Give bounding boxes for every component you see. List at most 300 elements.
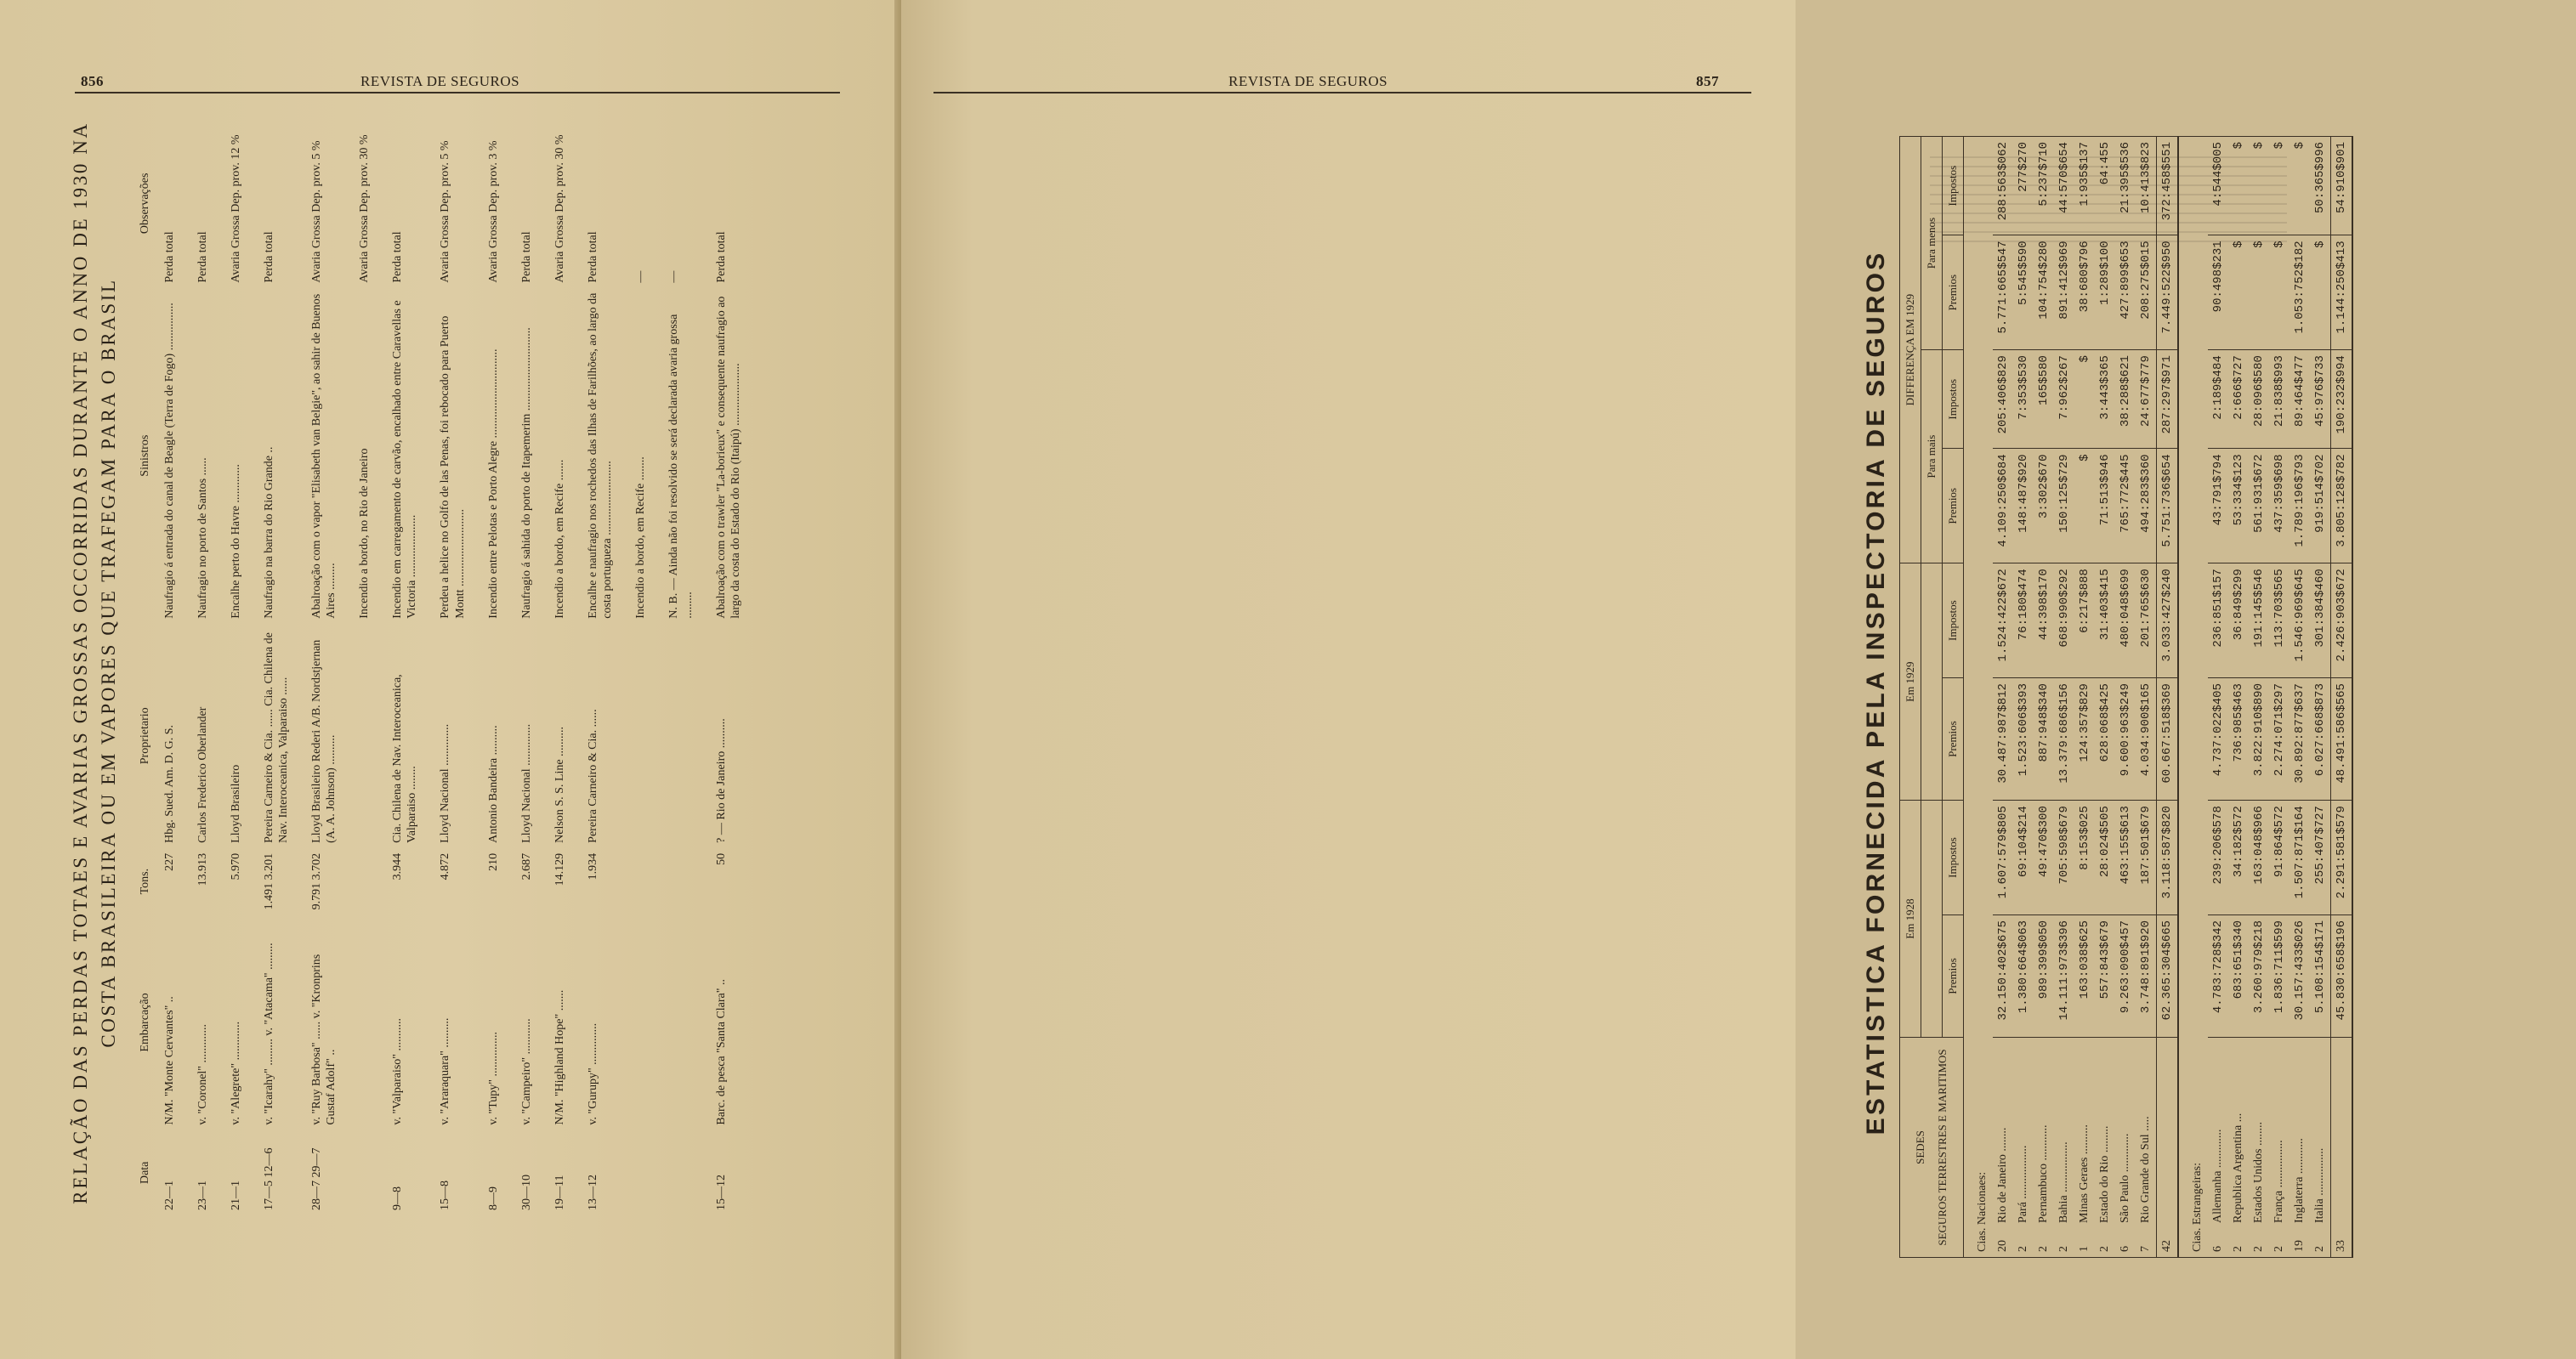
value-cell: 494:283$360: [2136, 449, 2157, 563]
value-cell: 463:155$613: [2115, 801, 2136, 915]
sede-cell: [2034, 1038, 2054, 1258]
col-header: Data: [138, 1161, 151, 1185]
total-cell: 2.426:903$672: [2331, 563, 2353, 678]
sede-cell: [2013, 1038, 2034, 1258]
losses-title: [66, 110, 123, 1215]
cell-sinistro: Incendio entre Pelotas e Porto Alegre ..............................: [486, 348, 500, 619]
value-cell: $: [2228, 137, 2249, 235]
sede-cell: [2289, 1038, 2310, 1258]
total-cell: 5.751:736$654: [2157, 449, 2179, 563]
value-cell: 30.487:987$812: [1993, 678, 2013, 801]
cell-obs: Perda total: [586, 231, 599, 283]
cell-sinistro: Incendio a bordo, no Rio de Janeiro: [358, 448, 372, 619]
cell-ship: v. "Ruy Barbosa" ...... v. "Kronprins Gustaf Adolf" ..: [310, 954, 338, 1125]
value-cell: 301:384$460: [2310, 563, 2331, 678]
table-row: [2136, 137, 2157, 1258]
total-row: [2331, 137, 2353, 1258]
value-cell: 44:398$170: [2034, 563, 2054, 678]
cell-date: [342, 1130, 375, 1215]
cell-ship: [618, 914, 651, 1130]
cell-owner: Carlos Frederico Oberlander: [196, 706, 209, 843]
cell-tons: 14.129: [553, 852, 566, 886]
cell-ship: v. "Valparaiso" ...........: [391, 1017, 405, 1125]
total-cell: 287:297$971: [2157, 350, 2179, 449]
total-cell: 1.144:250$413: [2331, 235, 2353, 350]
sede-name: Rio Grande do Sul .....: [2139, 1116, 2152, 1223]
cell-obs: Perda total: [715, 231, 729, 283]
running-head: REVISTA DE SEGUROS: [1228, 73, 1388, 89]
value-cell: 236:851$157: [2208, 563, 2228, 678]
cell-ship: v. "Coronel" .............: [196, 1023, 209, 1125]
total-cell: 3.118:587$820: [2157, 801, 2179, 915]
value-cell: 191:145$546: [2249, 563, 2269, 678]
table-row: [342, 119, 375, 1215]
company-count: 2: [2037, 1246, 2050, 1252]
diferenca-header: DIFFERENÇA EM 1929: [1900, 137, 1921, 563]
cell-date: 23—1: [196, 1181, 209, 1210]
company-count: 7: [2139, 1246, 2152, 1252]
value-cell: 30.157:433$026: [2289, 914, 2310, 1037]
value-cell: 124:357$829: [2074, 678, 2095, 801]
value-cell: 9.600:963$249: [2115, 678, 2136, 801]
value-cell: 38:288$621: [2115, 350, 2136, 449]
table-row: [213, 119, 247, 1215]
value-cell: 480:048$699: [2115, 563, 2136, 678]
value-cell: 1:935$137: [2074, 137, 2095, 235]
total-cell: 45.830:658$196: [2331, 914, 2353, 1037]
table-row: [294, 119, 342, 1215]
cell-ship: Barc. de pesca "Santa Clara" ..: [715, 979, 729, 1125]
premios-header: Premios: [1943, 449, 1964, 563]
company-count: 2: [2252, 1246, 2265, 1252]
value-cell: 668:990$292: [2054, 563, 2074, 678]
cell-ship: [651, 914, 699, 1130]
cell-owner: [651, 624, 699, 848]
cell-tons: 9.791 3.702: [310, 852, 324, 910]
value-cell: 201:765$630: [2136, 563, 2157, 678]
right-page: [901, 0, 2348, 1359]
table-row: [651, 119, 699, 1215]
cell-tons: 1.491 3.201: [262, 852, 275, 910]
cell-ship: N/M. "Monte Cervantes" ..: [162, 996, 176, 1125]
value-cell: 7:962$267: [2054, 350, 2074, 449]
impostos-header: Impostos: [1943, 350, 1964, 449]
company-count: 2: [2098, 1246, 2111, 1252]
statistics-panel: [1862, 127, 2576, 1258]
cell-ship: v. "Tupy" ...............: [486, 1032, 500, 1125]
value-cell: 557:843$679: [2095, 914, 2115, 1037]
value-cell: $: [2289, 137, 2310, 235]
premios-header: Premios: [1943, 678, 1964, 801]
para-mais-header: Para mais: [1921, 350, 1943, 563]
total-cell: 190:232$994: [2331, 350, 2353, 449]
value-cell: 765:772$445: [2115, 449, 2136, 563]
table-row: [2249, 137, 2269, 1258]
cell-tons: 1.934: [586, 852, 599, 881]
value-cell: 8:153$025: [2074, 801, 2095, 915]
value-cell: 705:598$679: [2054, 801, 2074, 915]
value-cell: 14.111:973$396: [2054, 914, 2074, 1037]
value-cell: 891:412$969: [2054, 235, 2074, 350]
sedes-header: SEDES SEGUROS TERRESTRES E MARITIMOS: [1900, 1038, 1964, 1258]
cell-ship: [342, 914, 375, 1130]
company-count: 2: [2313, 1246, 2326, 1252]
cell-sinistro: Naufragio no porto de Santos ......: [196, 457, 209, 619]
value-cell: 628:068$425: [2095, 678, 2115, 801]
value-cell: $: [2269, 137, 2289, 235]
value-cell: 1.789:196$793: [2289, 449, 2310, 563]
table-row: [2095, 137, 2115, 1258]
cell-owner: Pereira Carneiro & Cia. ......: [586, 709, 599, 843]
cell-ship: N/M. "Highland Hope" .......: [553, 989, 566, 1125]
cell-tons: 227: [162, 852, 176, 871]
value-cell: 5.771:665$547: [1993, 235, 2013, 350]
value-cell: 989:399$050: [2034, 914, 2054, 1037]
cell-obs: Avaria Grossa Dep. prov. 30 %: [358, 134, 372, 283]
value-cell: 34:182$572: [2228, 801, 2249, 915]
cell-tons: 5.970: [229, 852, 242, 881]
value-cell: 28:024$505: [2095, 801, 2115, 915]
col-header: Tons.: [138, 868, 151, 895]
cell-date: [651, 1130, 699, 1215]
value-cell: 53:334$123: [2228, 449, 2249, 563]
value-cell: 3.260:979$218: [2249, 914, 2269, 1037]
cell-owner: Lloyd Brasileiro Rederi A/B. Nordstjernan (A. A. Johnson) ..........: [310, 639, 338, 843]
cell-obs: Perda total: [519, 231, 533, 283]
sede-cell: [2136, 1038, 2157, 1258]
cell-date: 9—8: [391, 1186, 405, 1210]
value-cell: 1.546:969$645: [2289, 563, 2310, 678]
value-cell: 437:359$698: [2269, 449, 2289, 563]
cell-tons: 50: [715, 852, 729, 865]
table-row: [2289, 137, 2310, 1258]
total-count: 42: [2157, 1038, 2179, 1258]
cell-obs: Avaria Grossa Dep. prov. 5 %: [439, 140, 452, 283]
cell-tons: 3.944: [391, 852, 405, 881]
cell-ship: v. "Gurupy" ..............: [586, 1022, 599, 1125]
value-cell: 5:237$710: [2034, 137, 2054, 235]
value-cell: 7:353$530: [2013, 350, 2034, 449]
value-cell: 277$270: [2013, 137, 2034, 235]
col-header: Proprietario: [138, 707, 151, 765]
value-cell: 5.108:154$171: [2310, 914, 2331, 1037]
table-row: [375, 119, 423, 1215]
page-number: 857: [1696, 73, 1719, 89]
sede-cell: [2074, 1038, 2095, 1258]
cell-date: [618, 1130, 651, 1215]
cell-date: 28—7 29—7: [310, 1147, 324, 1210]
cell-obs: Perda total: [196, 231, 209, 283]
cell-owner: [342, 624, 375, 848]
sede-cell: [2054, 1038, 2074, 1258]
cell-tons: 4.872: [439, 852, 452, 881]
table-row: [699, 119, 746, 1215]
value-cell: 683:651$340: [2228, 914, 2249, 1037]
cell-sinistro: Incendio a bordo, em Recife .......: [553, 459, 566, 619]
value-cell: 887:948$340: [2034, 678, 2054, 801]
value-cell: 4.034:900$165: [2136, 678, 2157, 801]
cell-ship: v. "Araraquara" ..........: [439, 1017, 452, 1125]
value-cell: 38:680$796: [2074, 235, 2095, 350]
value-cell: $: [2269, 235, 2289, 350]
table-row: [1993, 137, 2013, 1258]
company-count: 6: [2211, 1246, 2224, 1252]
statistics-title: ESTATISTICA FORNECIDA PELA INSPECTORIA DE SEGUROS: [1862, 250, 1890, 1135]
value-cell: $: [2249, 137, 2269, 235]
value-cell: 208:275$015: [2136, 235, 2157, 350]
sede-cell: [2269, 1038, 2289, 1258]
cell-tons: 210: [486, 852, 500, 871]
cell-sinistro: Incendio em carregamento de carvão, encalhado entre Caravellas e Victoria .....................: [391, 300, 419, 619]
value-cell: 1.507:871$164: [2289, 801, 2310, 915]
table-row: [537, 119, 570, 1215]
losses-panel: [66, 110, 831, 1215]
cell-date: 15—8: [439, 1181, 452, 1210]
total-cell: 3.805:128$782: [2331, 449, 2353, 563]
value-cell: 919:514$702: [2310, 449, 2331, 563]
cell-date: 21—1: [229, 1181, 242, 1210]
value-cell: 148:487$920: [2013, 449, 2034, 563]
total-cell: 60.667:518$369: [2157, 678, 2179, 801]
cell-date: 8—9: [486, 1186, 500, 1210]
value-cell: 3.822:910$890: [2249, 678, 2269, 801]
impostos-header: Impostos: [1943, 137, 1964, 235]
value-cell: $: [2310, 235, 2331, 350]
value-cell: 1.380:664$063: [2013, 914, 2034, 1037]
col-header: Sinistros: [138, 434, 151, 477]
table-row: [2208, 137, 2228, 1258]
cell-sinistro: N. B. — Ainda não foi resolvido se será declarada avaria grossa .........: [667, 314, 695, 619]
value-cell: 427:899$653: [2115, 235, 2136, 350]
sede-name: Rio de Janeiro ........: [1996, 1127, 2009, 1223]
value-cell: 28:096$580: [2249, 350, 2269, 449]
value-cell: 3:443$365: [2095, 350, 2115, 449]
value-cell: 113:703$565: [2269, 563, 2289, 678]
value-cell: $: [2249, 235, 2269, 350]
group-label: Cias. Estrangeiras:: [2178, 137, 2208, 1258]
sede-name: Estado do Rio .........: [2098, 1125, 2111, 1223]
cell-tons: 2.687: [519, 852, 533, 881]
running-head: REVISTA DE SEGUROS: [360, 73, 520, 89]
cell-owner: Lloyd Brasileiro: [229, 764, 242, 843]
value-cell: 71:513$946: [2095, 449, 2115, 563]
value-cell: 165$580: [2034, 350, 2054, 449]
value-cell: 1:289$100: [2095, 235, 2115, 350]
premios-header: Premios: [1943, 914, 1964, 1037]
value-cell: 3:302$670: [2034, 449, 2054, 563]
page-number: 856: [81, 73, 104, 89]
value-cell: 4.737:022$405: [2208, 678, 2228, 801]
value-cell: 736:985$463: [2228, 678, 2249, 801]
cell-owner: ? — Rio de Janeiro ..........: [715, 718, 729, 843]
cell-sinistro: Encalhe perto do Havre .............: [229, 464, 242, 619]
cell-ship: v. "Alegrete" .............: [229, 1021, 242, 1125]
table-row: [2269, 137, 2289, 1258]
value-cell: 50:365$996: [2310, 137, 2331, 235]
table-row: [2013, 137, 2034, 1258]
company-count: 2: [2057, 1246, 2070, 1252]
cell-owner: Cia. Chilena de Nav. Interoceanica, Valparaiso ........: [391, 674, 419, 843]
col-header: Observações: [138, 173, 151, 235]
total-count: 33: [2331, 1038, 2353, 1258]
value-cell: $: [2074, 350, 2095, 449]
value-cell: 1.524:422$672: [1993, 563, 2013, 678]
cell-date: 17—5 12—6: [262, 1147, 275, 1210]
table-row: [504, 119, 537, 1215]
value-cell: 5:545$590: [2013, 235, 2034, 350]
cell-date: 30—10: [519, 1175, 533, 1210]
value-cell: 21:395$536: [2115, 137, 2136, 235]
group-heading: [2178, 137, 2208, 1258]
em1929-header: Em 1929: [1900, 563, 1921, 801]
total-cell: 62.365:304$665: [2157, 914, 2179, 1037]
value-cell: 91:864$572: [2269, 801, 2289, 915]
value-cell: 2:666$727: [2228, 350, 2249, 449]
value-cell: 1.607:579$805: [1993, 801, 2013, 915]
value-cell: $: [2228, 235, 2249, 350]
value-cell: 288:563$062: [1993, 137, 2013, 235]
value-cell: 30.892:877$637: [2289, 678, 2310, 801]
cell-tons: [342, 848, 375, 915]
total-cell: 7.449:522$950: [2157, 235, 2179, 350]
cell-owner: Hbg. Sued. Am. D. G. S.: [162, 724, 176, 843]
value-cell: 89:464$477: [2289, 350, 2310, 449]
table-row: [180, 119, 213, 1215]
group-heading: [1964, 137, 1994, 1258]
total-cell: 2.291:581$579: [2331, 801, 2353, 915]
value-cell: 10:413$823: [2136, 137, 2157, 235]
cell-sinistro: Naufragio na barra do Rio Grande ..: [262, 446, 275, 619]
value-cell: 64:455: [2095, 137, 2115, 235]
value-cell: 76:180$474: [2013, 563, 2034, 678]
sede-cell: [2208, 1038, 2228, 1258]
cell-sinistro: Abalroação com o vapor "Elisabeth van Belgie", ao sahir de Buenos Aires .........: [310, 293, 338, 619]
value-cell: 2.274:071$297: [2269, 678, 2289, 801]
value-cell: 205:406$829: [1993, 350, 2013, 449]
company-count: 2: [2017, 1246, 2029, 1252]
sede-name: Pernambuco ............: [2037, 1124, 2050, 1223]
losses-title-line2: COSTA BRASILEIRA OU EM VAPORES QUE TRAFEGAM PARA O BRASIL: [98, 278, 120, 1048]
value-cell: 13.379:686$156: [2054, 678, 2074, 801]
cell-obs: —: [667, 270, 681, 283]
total-cell: 372:458$551: [2157, 137, 2179, 235]
value-cell: 49:470$300: [2034, 801, 2054, 915]
table-row: [2034, 137, 2054, 1258]
company-count: 20: [1996, 1240, 2009, 1252]
total-row: [2157, 137, 2179, 1258]
table-row: [2074, 137, 2095, 1258]
value-cell: 561:931$672: [2249, 449, 2269, 563]
value-cell: 6.027:668$873: [2310, 678, 2331, 801]
cell-sinistro: Encalhe e naufragio nos rochedos das Ilhas de Farilhões, ao largo da costa portugueza .........................: [586, 292, 614, 619]
sede-name: França ................: [2272, 1140, 2285, 1223]
sede-name: São Paulo .............: [2119, 1133, 2131, 1223]
statistics-table: [1899, 136, 2353, 1258]
group-label: Cias. Nacionaes:: [1964, 137, 1994, 1258]
table-row: [618, 119, 651, 1215]
value-cell: 21:838$993: [2269, 350, 2289, 449]
cell-owner: Pereira Carneiro & Cia. ...... Cia. Chilena de Nav. Interoceanica, Valparaiso ......: [262, 632, 290, 843]
value-cell: 4:544$005: [2208, 137, 2228, 235]
value-cell: 239:206$578: [2208, 801, 2228, 915]
left-page: [0, 0, 901, 1359]
value-cell: 90:498$231: [2208, 235, 2228, 350]
value-cell: 1.053:752$182: [2289, 235, 2310, 350]
value-cell: 255:407$727: [2310, 801, 2331, 915]
table-row: [471, 119, 504, 1215]
value-cell: 104:754$280: [2034, 235, 2054, 350]
company-count: 19: [2293, 1240, 2306, 1252]
table-row: [2228, 137, 2249, 1258]
cell-ship: v. "Campeiro" ............: [519, 1018, 533, 1125]
value-cell: 3.748:891$920: [2136, 914, 2157, 1037]
losses-title-line1: RELAÇÃO DAS PERDAS TOTAES E AVARIAS GROSSAS OCCORRIDAS DURANTE O ANNO DE 1930 NA: [70, 122, 91, 1204]
cell-obs: Perda total: [262, 231, 275, 283]
cell-date: 13—12: [586, 1175, 599, 1210]
sede-name: Republica Argentina ...: [2232, 1113, 2244, 1223]
sede-name: Pará ..................: [2017, 1145, 2029, 1223]
cell-sinistro: Incendio a bordo, em Recife ........: [634, 456, 648, 619]
total-cell: 48.491:586$565: [2331, 678, 2353, 801]
header-rule: [75, 92, 840, 93]
impostos-header: Impostos: [1943, 563, 1964, 678]
company-count: 2: [2272, 1246, 2285, 1252]
value-cell: 43:791$794: [2208, 449, 2228, 563]
cell-date: 22—1: [162, 1181, 176, 1210]
cell-obs: Perda total: [391, 231, 405, 283]
sede-cell: [2228, 1038, 2249, 1258]
value-cell: 2:189$484: [2208, 350, 2228, 449]
col-header: Embarcação: [138, 993, 151, 1052]
cell-tons: [651, 848, 699, 915]
em1928-header: Em 1928: [1900, 801, 1921, 1038]
total-cell: 3.033:427$240: [2157, 563, 2179, 678]
value-cell: 163:048$966: [2249, 801, 2269, 915]
sede-cell: [1993, 1038, 2013, 1258]
cell-owner: [618, 624, 651, 848]
value-cell: 45:976$733: [2310, 350, 2331, 449]
cell-obs: Avaria Grossa Dep. prov. 3 %: [486, 140, 500, 283]
cell-date: 15—12: [715, 1175, 729, 1210]
total-cell: 54:910$901: [2331, 137, 2353, 235]
value-cell: 24:677$779: [2136, 350, 2157, 449]
premios-header: Premios: [1943, 235, 1964, 350]
cell-obs: Avaria Grossa Dep. prov. 12 %: [229, 134, 242, 283]
table-row: [2115, 137, 2136, 1258]
cell-obs: Perda total: [162, 231, 176, 283]
table-row: [2054, 137, 2074, 1258]
company-count: 6: [2119, 1246, 2131, 1252]
sede-cell: [2115, 1038, 2136, 1258]
value-cell: 163:038$625: [2074, 914, 2095, 1037]
value-cell: 44:570$654: [2054, 137, 2074, 235]
cell-ship: v. "Icarahy" ......... v. "Atacama" .........: [262, 943, 275, 1125]
cell-date: 19—11: [553, 1175, 566, 1210]
cell-owner: Antonio Bandeira ..........: [486, 725, 500, 843]
cell-owner: Lloyd Nacional ..............: [439, 723, 452, 843]
cell-tons: [618, 848, 651, 915]
table-row: [247, 119, 294, 1215]
table-row: [423, 119, 470, 1215]
para-menos-header: Para menos: [1921, 137, 1943, 350]
cell-obs: Avaria Grossa Dep. prov. 5 %: [310, 140, 324, 283]
value-cell: 187:501$679: [2136, 801, 2157, 915]
value-cell: 4.783:728$342: [2208, 914, 2228, 1037]
table-row: [159, 119, 180, 1215]
company-count: 2: [2232, 1246, 2244, 1252]
cell-sinistro: Perdeu a helice no Golfo de las Penas, foi rebocado para Puerto Montt ..........................: [439, 315, 467, 619]
value-cell: 9.263:090$457: [2115, 914, 2136, 1037]
